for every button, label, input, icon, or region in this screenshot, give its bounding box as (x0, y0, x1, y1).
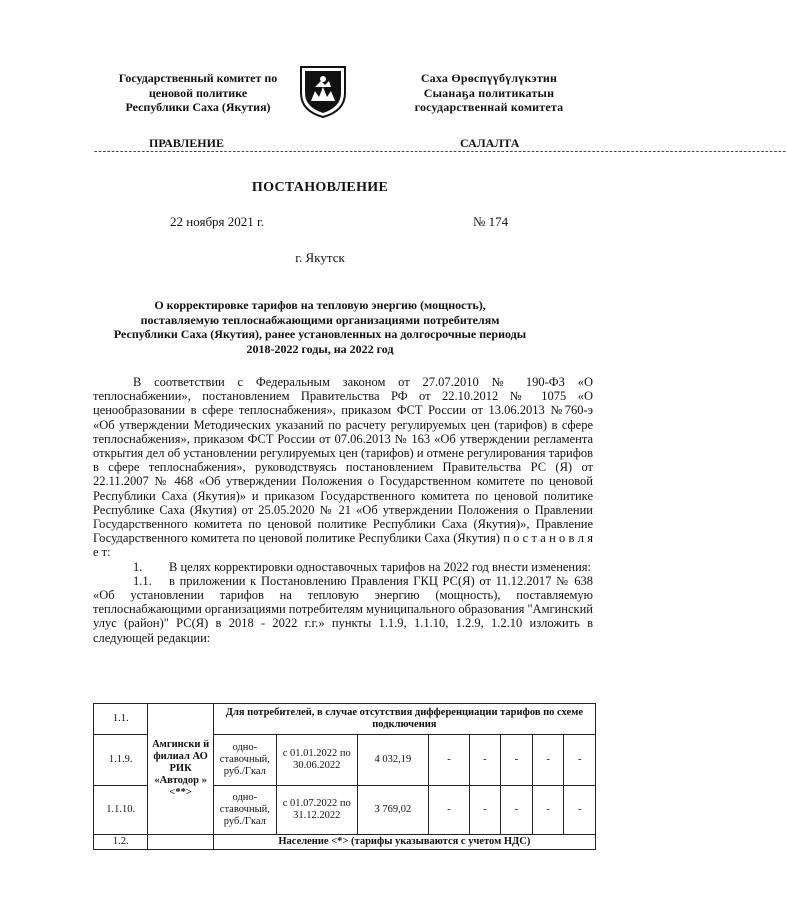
tariff-value: 3 769,02 (357, 786, 429, 835)
organization-name: Амгински й филиал АО РИК «Автодор » <**> (148, 704, 213, 835)
tariff-type: одно-ставочный, руб./Гкал (213, 735, 276, 786)
board-label-ru: ПРАВЛЕНИЕ (149, 136, 224, 150)
empty-cell: - (429, 786, 469, 835)
empty-cell: - (429, 735, 469, 786)
empty-cell: - (501, 786, 533, 835)
header-divider: ---------------------------------------------------------------------------------------------------------------------------------------------------------------- (94, 146, 787, 157)
subject-line: 2018-2022 годы, на 2022 год (246, 341, 394, 356)
clause-1-text: В целях корректировки одноставочных тарифов на 2022 год внести изменения: (169, 559, 592, 574)
empty-cell: - (469, 786, 501, 835)
document-body (93, 375, 593, 645)
committee-name-sakha-line: Саха Өрөспүүбүлүкэтин (420, 71, 558, 85)
empty-cell: - (501, 735, 533, 786)
empty-cell (148, 835, 213, 850)
preamble-text: В соответствии с Федеральным законом от 27.07.2010 № 190-ФЗ «О теплоснабжении», постановлением Правительства РФ от 22.10.2012 № 1075 «О ценообразовании в сфере теплоснабжения», приказом ФСТ России от 13.06.2013 №760-э «Об утверждении Методических указаний по расчету регулируемых цен (тарифов) в сфере теплоснабжения», приказом ФСТ России от 07.06.2013 № 163 «Об утверждении регламента открытия дел об установлении регулируемых цен (тарифов) и отмене регулирования тарифов в сфере теплоснабжения», руководствуясь постановлением Правительства РС (Я) от 22.11.2007 № 468 «Об утверждении Положения о Государственном комитете по ценовой Республики Саха (Якутия)» и приказом Государственного комитета по ценовой политике Республике Саха (Якутия) от 25.05.2020 № 21 «Об утверждении Положения о Правлении Государственного комитета по ценовой политике Республики Саха (Якутия)», Правление Государственного комитета по ценовой политике Республики Саха (Якутия) (93, 375, 593, 546)
resolves-text: п о с т а н о в л я е т: (93, 531, 593, 560)
committee-name-sakha (380, 71, 598, 115)
row-number: 1.1.9. (94, 735, 148, 786)
clause-1-number: 1. (133, 559, 143, 574)
row-number: 1.1. (94, 704, 148, 735)
clause-1 (93, 560, 593, 574)
subject-line: поставляемую теплоснабжающими организациями потребителям (140, 312, 500, 327)
empty-cell: - (532, 786, 564, 835)
tariff-type: одно-ставочный, руб./Гкал (213, 786, 276, 835)
tariff-period: с 01.01.2022 по 30.06.2022 (276, 735, 357, 786)
tariff-period: с 01.07.2022 по 31.12.2022 (276, 786, 357, 835)
document-city: г. Якутск (295, 250, 345, 265)
clause-1-1-text: в приложении к Постановлению Правления ГКЦ РС(Я) от 11.12.2017 № 638 «Об установлении тарифов на тепловую энергию (мощность), поставляемую теплоснабжающими организациями потребителям муниципального образования "Амгинский улус (район)" РС(Я) в 2018 - 2022 г.г.» пункты 1.1.9, 1.1.10, 1.2.9, 1.2.10 изложить в следующей редакции: (93, 573, 593, 645)
committee-name-ru-line: Государственный комитет по (118, 71, 278, 85)
committee-name-ru (98, 71, 298, 115)
row-number: 1.1.10. (94, 786, 148, 835)
tariff-value: 4 032,19 (357, 735, 429, 786)
empty-cell: - (469, 735, 501, 786)
subject-line: Республики Саха (Якутия), ранее установленных на долгосрочные периоды (113, 327, 527, 341)
clause-1-1-number: 1.1. (133, 573, 152, 588)
committee-name-sakha-line: государственнай комитета (414, 100, 564, 114)
preamble-paragraph (93, 375, 593, 560)
population-header: Население <*> (тарифы указываются с учетом НДС) (213, 835, 595, 850)
board-label-sakha: САЛАЛТА (460, 136, 520, 150)
empty-cell: - (564, 735, 596, 786)
table-row (94, 835, 596, 850)
clause-1-1 (93, 574, 593, 645)
table-row (94, 704, 596, 735)
subject-line: О корректировке тарифов на тепловую энергию (мощность), (154, 298, 486, 312)
document-subject (110, 298, 530, 356)
yakutia-coat-of-arms-icon (297, 63, 349, 119)
document-date: 22 ноября 2021 г. (170, 214, 265, 229)
committee-name-ru-line: ценовой политике (148, 85, 248, 100)
committee-name-ru-line: Республики Саха (Якутия) (125, 100, 271, 114)
committee-name-sakha-line: Сыанаҕа политикатын (423, 85, 555, 100)
tariff-table (93, 703, 596, 850)
empty-cell: - (532, 735, 564, 786)
document-number: № 174 (473, 214, 509, 229)
document-title: ПОСТАНОВЛЕНИЕ (251, 180, 389, 195)
row-number: 1.2. (94, 835, 148, 850)
empty-cell: - (564, 786, 596, 835)
consumer-group-header: Для потребителей, в случае отсутствия дифференциации тарифов по схеме подключения (213, 704, 595, 735)
